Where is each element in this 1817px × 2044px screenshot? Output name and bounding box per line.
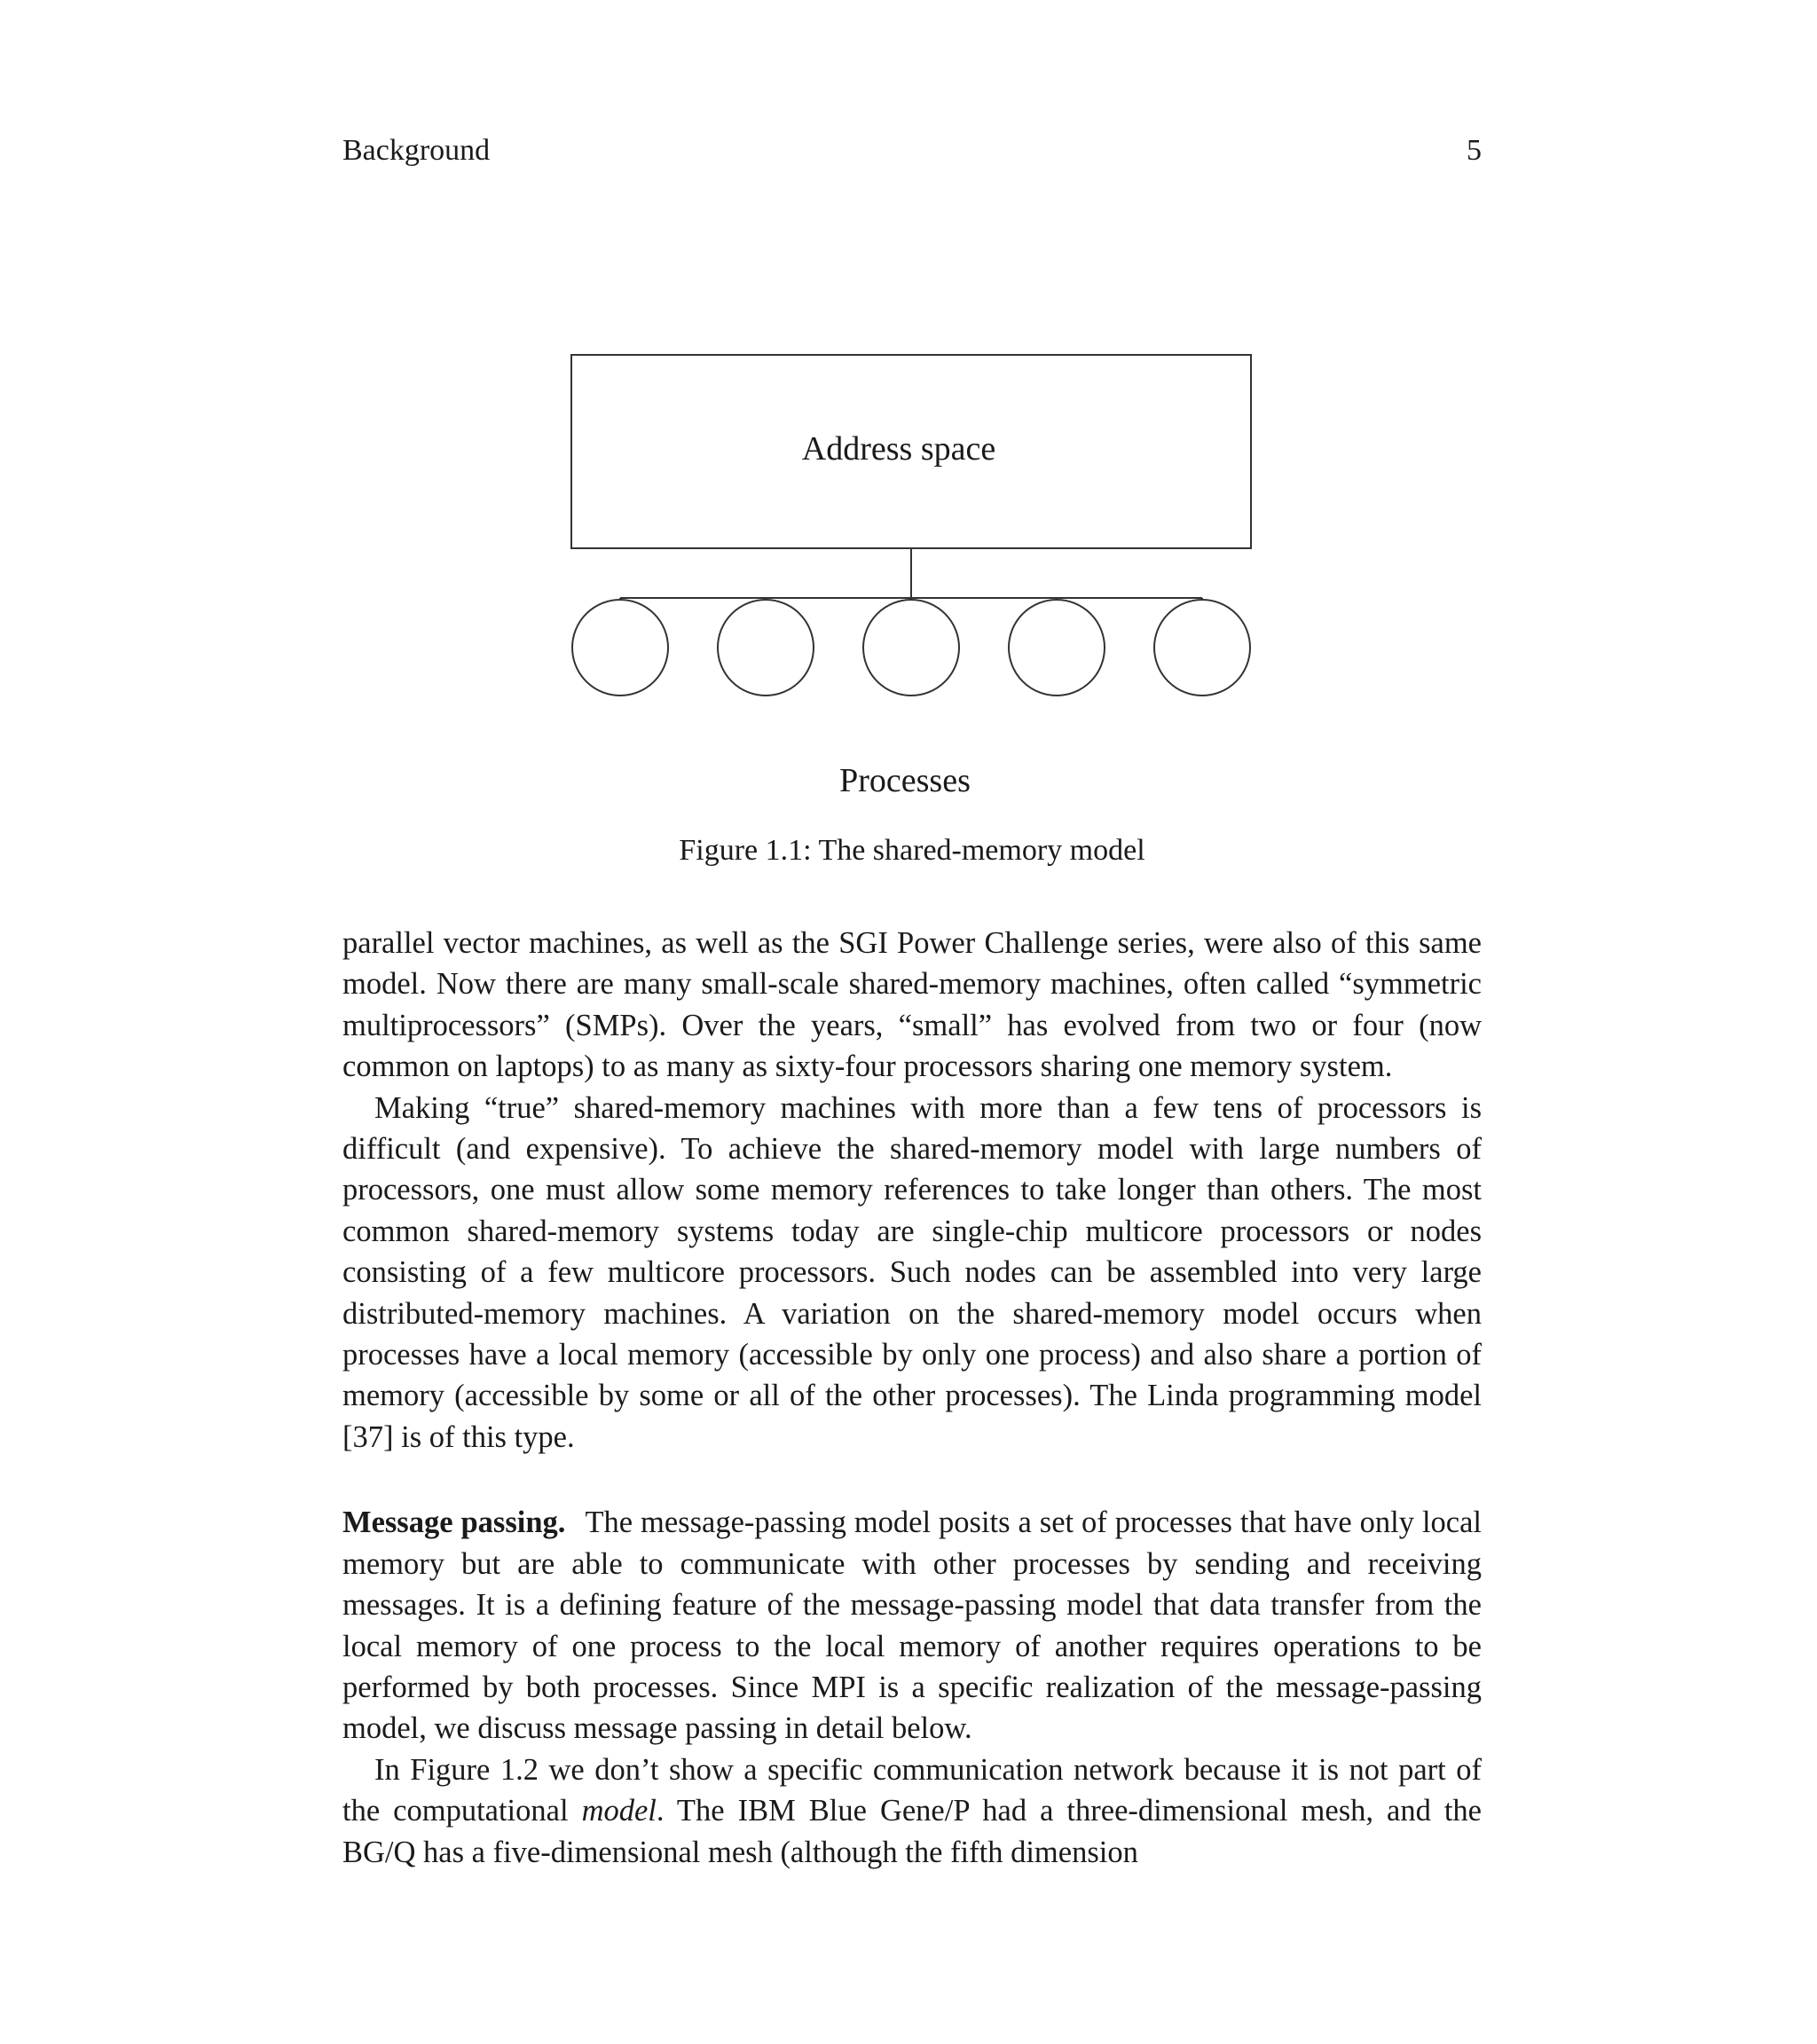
paragraph-4-text-a: In Figure 1.2 we don’t show a specific communication network because it is not part of the computational: [342, 1752, 1482, 1828]
running-head: [342, 131, 1482, 170]
paragraph-4-emphasis: model: [581, 1794, 657, 1828]
shared-memory-figure: [568, 351, 1255, 822]
processes-label: Processes: [839, 762, 971, 799]
paragraph-4: [342, 1749, 1482, 1873]
process-nodes: [572, 598, 1250, 696]
message-passing-text: The message-passing model posits a set of processes that have only local memory but are able to communicate with other processes by sending and receiving messages. It is a defining feature of the message-passing model that data transfer from the local memory of one process to the local memory of another requires operations to be performed by both processes. Since MPI is a specific realization of the message-passing model, we discuss message passing in detail below.: [342, 1505, 1482, 1746]
running-head-section: Background: [342, 134, 491, 167]
process-node-1: [572, 600, 668, 696]
paragraph-message-passing: [342, 1502, 1482, 1749]
page-number: 5: [1467, 134, 1482, 167]
process-node-5: [1154, 600, 1250, 696]
body-text: [342, 923, 1482, 1873]
figure-caption: Figure 1.1: The shared-memory model: [679, 834, 1145, 867]
paragraph-1: parallel vector machines, as well as the SGI Power Challenge series, were also of this same model. Now there are many small-scale shared-memory machines, often called “symmetric multiprocessors” (SMPs). Over the years, “small” has evolved from two or four (now common on laptops) to as many as sixty-four processors sharing one memory system.: [342, 926, 1482, 1084]
paragraph-2: Making “true” shared-memory machines with more than a few tens of processors is difficult (and expensive). To achieve the shared-memory model with large numbers of processors, one must allow some memory references to take longer than others. The most common shared-memory systems today are single-chip multicore processors or nodes consisting of a few multicore processors. Such nodes can be assembled into very large distributed-memory machines. A variation on the shared-memory model occurs when processes have a local memory (accessible by only one process) and also share a portion of memory (accessible by some or all of the other processes). The Linda programming model [37] is of this type.: [342, 1090, 1482, 1454]
paragraph-4-text-b: . The IBM Blue Gene/P had a three-dimensional mesh, and the BG/Q has a five-dimensional mesh (although the fifth dimension: [342, 1794, 1482, 1869]
address-space-label: Address space: [801, 430, 996, 468]
shared-memory-diagram: [568, 351, 1255, 822]
process-node-3: [863, 600, 959, 696]
process-node-2: [718, 600, 814, 696]
process-node-4: [1009, 600, 1105, 696]
message-passing-heading: Message passing.: [342, 1505, 566, 1540]
